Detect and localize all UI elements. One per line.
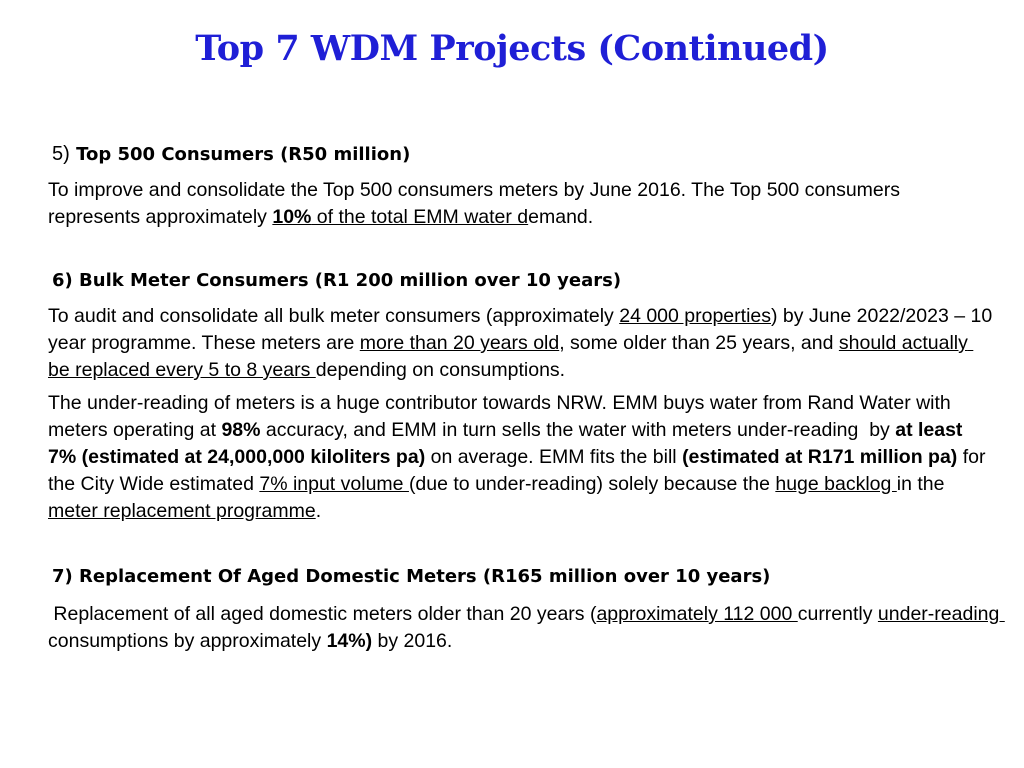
text-run: more than 20 years old [359, 332, 560, 354]
text-run: consumptions by approximately [48, 630, 327, 652]
text-run: , some older than 25 years, and [559, 332, 839, 354]
text-run: 14%) [326, 630, 373, 652]
text-run: huge backlog [775, 473, 897, 495]
section-5-paragraph-1 [48, 177, 948, 231]
section-6-title: Bulk Meter Consumers (R1 200 million over 10 years) [79, 270, 622, 291]
text-run: The under-reading of meters is a huge contributor towards NRW. EMM buys water from Rand Water with meters operating at [48, 392, 957, 441]
text-run: 24 000 properties [619, 305, 771, 327]
section-5-title: Top 500 Consumers (R50 million) [76, 144, 411, 165]
section-5-number: 5) [52, 143, 70, 165]
text-run: approximately 112 000 [596, 603, 798, 625]
text-run: emand. [528, 206, 594, 228]
text-run: 98% [221, 419, 261, 441]
section-7-number: 7) [52, 566, 73, 587]
section-6-paragraph-1 [48, 303, 998, 384]
text-run: . [315, 500, 322, 522]
page-title: Top 7 WDM Projects (Continued) [195, 28, 829, 69]
text-run: 10% [272, 206, 312, 228]
text-run: at least 7% (estimated at 24,000,000 kiloliters pa) [48, 419, 968, 468]
section-7-paragraph-1 [48, 601, 1016, 655]
text-run: (estimated at R171 million pa) [682, 446, 958, 468]
text-run: should actually be replaced every 5 to 8 years [48, 332, 974, 381]
text-run: of the total EMM water d [311, 206, 529, 228]
text-run: 7% input volume [259, 473, 409, 495]
text-run: Replacement of all aged domestic meters older than 20 years ( [48, 603, 597, 625]
text-run: To audit and consolidate all bulk meter consumers (approximately [48, 305, 620, 327]
section-6-paragraph-2 [48, 390, 993, 525]
section-7-title: Replacement Of Aged Domestic Meters (R165 million over 10 years) [79, 566, 771, 587]
text-run: To improve and consolidate the Top 500 consumers meters by June 2016. The Top 500 consumers represents approximately [48, 179, 906, 228]
text-run: for the City Wide estimated [48, 446, 991, 495]
text-run: ) by June 2022/2023 – 10 year programme. These meters are [48, 305, 998, 354]
section-5-heading [52, 143, 410, 166]
text-run: currently [797, 603, 878, 625]
section-6-heading [52, 270, 621, 291]
text-run: in the [896, 473, 950, 495]
text-run: under-reading [877, 603, 1005, 625]
section-6-number: 6) [52, 270, 73, 291]
text-run: on average. EMM fits the bill [425, 446, 683, 468]
text-run: depending on consumptions. [315, 359, 566, 381]
text-run: accuracy, and EMM in turn sells the water with meters under-reading by [260, 419, 896, 441]
text-run: meter replacement programme [48, 500, 316, 522]
section-7-heading [52, 566, 770, 587]
text-run: by 2016. [372, 630, 453, 652]
text-run: (due to under-reading) solely because the [408, 473, 776, 495]
